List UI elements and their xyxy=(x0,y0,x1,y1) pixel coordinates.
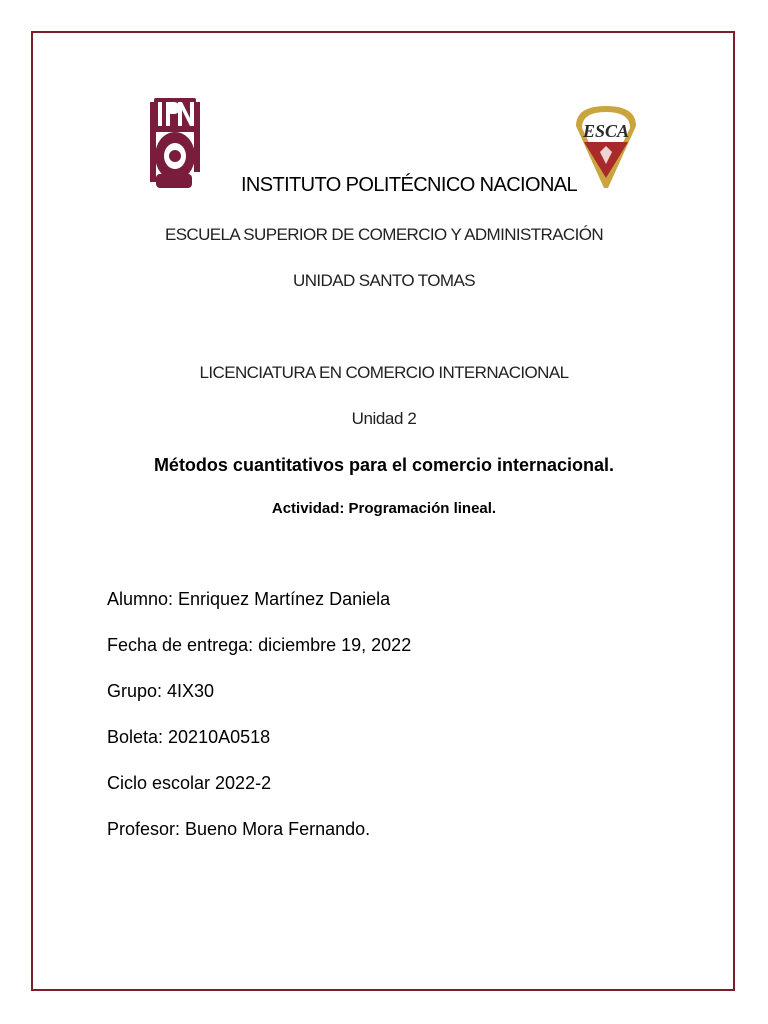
school-cycle: Ciclo escolar 2022-2 xyxy=(107,773,272,793)
student-name: Alumno: Enriquez Martínez Daniela xyxy=(107,589,391,609)
subject-title: Métodos cuantitativos para el comercio internacional. xyxy=(153,455,615,475)
degree-name: LICENCIATURA EN COMERCIO INTERNACIONAL xyxy=(199,363,569,382)
school-name: ESCUELA SUPERIOR DE COMERCIO Y ADMINISTRACIÓN xyxy=(164,225,604,244)
esca-logo-text: ESCA xyxy=(582,121,630,141)
group: Grupo: 4IX30 xyxy=(107,681,215,701)
due-date: Fecha de entrega: diciembre 19, 2022 xyxy=(107,635,412,655)
student-id: Boleta: 20210A0518 xyxy=(107,727,271,747)
unit-number: Unidad 2 xyxy=(351,409,417,428)
activity-title: Actividad: Programación lineal. xyxy=(271,500,497,517)
professor: Profesor: Bueno Mora Fernando. xyxy=(107,819,371,839)
institution-title: INSTITUTO POLITÉCNICO NACIONAL xyxy=(240,174,578,196)
unit-name: UNIDAD SANTO TOMAS xyxy=(293,271,475,290)
